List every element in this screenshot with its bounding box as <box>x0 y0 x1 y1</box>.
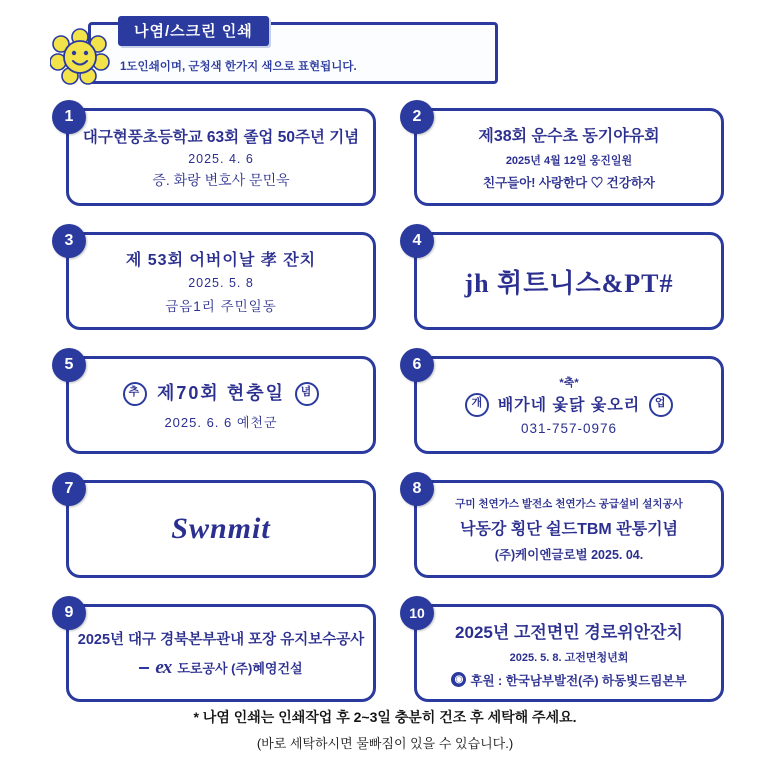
sample-row <box>52 472 724 578</box>
sample-line-1: 2025년 고전면민 경로위안잔치 <box>455 622 683 642</box>
sample-preview <box>66 108 376 206</box>
seal-left-icon: 개 <box>465 393 489 417</box>
sample-item-9[interactable] <box>52 596 376 702</box>
ex-logo: ex <box>155 656 172 678</box>
seal-left-icon: 추 <box>123 382 147 406</box>
sample-line-1 <box>462 392 675 418</box>
sample-item-10[interactable] <box>400 596 724 702</box>
sample-line-1: jh 휘트니스&PT# <box>464 268 674 298</box>
sample-number: 1 <box>52 100 86 134</box>
sample-preview <box>414 108 724 206</box>
sample-line-1: 구미 천연가스 발전소 천연가스 공급설비 설치공사 <box>455 497 683 510</box>
sample-line-2: 031-757-0976 <box>520 421 618 437</box>
sample-number: 7 <box>52 472 86 506</box>
sample-line-1: Swnmit <box>171 512 271 545</box>
sample-line-3: 친구들아! 사랑한다 ♡ 건강하자 <box>483 176 655 190</box>
header <box>28 22 498 84</box>
footer-note <box>0 707 770 752</box>
sample-preview <box>66 356 376 454</box>
sample-item-8[interactable] <box>400 472 724 578</box>
sample-item-5[interactable] <box>52 348 376 454</box>
sample-line-3: 증. 화랑 변호사 문민욱 <box>152 171 290 188</box>
sample-number: 5 <box>52 348 86 382</box>
sample-line-1-text: 배가네 옻닭 옻오리 <box>497 396 641 414</box>
sample-item-7[interactable] <box>52 472 376 578</box>
sample-line-3-text: 후원 : 한국남부발전(주) 하동빛드림본부 <box>470 673 687 688</box>
sample-preview <box>414 356 724 454</box>
sample-row <box>52 596 724 702</box>
sample-preview <box>414 480 724 578</box>
sample-line-1: 제 53회 어버이날 孝 잔치 <box>125 252 317 269</box>
sample-line-2: 낙동강 횡단 쉴드TBM 관통기념 <box>459 520 678 538</box>
header-subtitle: 1도인쇄이며, 군청색 한가지 색으로 표현됩니다. <box>120 61 357 73</box>
footer-line-2: (바로 세탁하시면 물빠짐이 있을 수 있습니다.) <box>256 736 514 751</box>
sample-number: 4 <box>400 224 434 258</box>
sample-number: 9 <box>52 596 86 630</box>
sample-item-4[interactable] <box>400 224 724 330</box>
sample-line-2: 2025년 4월 12일 웅진일원 <box>505 155 633 167</box>
sample-number: 2 <box>400 100 434 134</box>
sample-preview <box>66 232 376 330</box>
sample-line-1-text: 제70회 현충일 <box>157 382 285 403</box>
sample-number: 6 <box>400 348 434 382</box>
sample-line-2-text: 도로공사 (주)혜영건설 <box>177 661 303 676</box>
sample-row <box>52 224 724 330</box>
page-title: 나염/스크린 인쇄 <box>118 16 269 46</box>
sample-line-1 <box>120 379 322 406</box>
sponsor-logo-icon: ◉ <box>451 672 466 687</box>
sample-row <box>52 100 724 206</box>
flower-smiley-icon <box>50 28 110 86</box>
sample-line-1: 제38회 운수초 동기야유회 <box>478 128 660 145</box>
sample-line-3: (주)케이엔글로벌 2025. 04. <box>494 547 644 562</box>
sample-item-6[interactable] <box>400 348 724 454</box>
sample-preview <box>414 604 724 702</box>
sample-line-2: 2025. 5. 8. 고전면청년회 <box>509 651 629 664</box>
sample-line-2 <box>139 657 302 679</box>
sample-preview <box>414 232 724 330</box>
sample-preview <box>66 604 376 702</box>
sample-line-2: 2025. 4. 6 <box>188 151 254 166</box>
footer-line-1: * 나염 인쇄는 인쇄작업 후 2~3일 충분히 건조 후 세탁해 주세요. <box>193 709 577 725</box>
sample-preview <box>66 480 376 578</box>
seal-right-icon: 업 <box>649 393 673 417</box>
sample-item-3[interactable] <box>52 224 376 330</box>
sample-item-1[interactable] <box>52 100 376 206</box>
sample-row <box>52 348 724 454</box>
seal-right-icon: 념 <box>295 382 319 406</box>
sample-number: 8 <box>400 472 434 506</box>
sample-line-1: 대구현풍초등학교 63회 졸업 50주년 기념 <box>82 128 360 146</box>
sample-item-2[interactable] <box>400 100 724 206</box>
sample-number: 3 <box>52 224 86 258</box>
sample-line-3: 금음1리 주민일동 <box>165 299 277 314</box>
sample-line-0: *축* <box>559 376 579 389</box>
sample-number: 10 <box>400 596 434 630</box>
samples-grid <box>52 100 724 720</box>
sample-line-3 <box>451 671 686 689</box>
sample-line-2: 2025. 5. 8 <box>188 276 254 290</box>
dash-icon <box>139 667 149 669</box>
sample-line-1: 2025년 대구 경북본부관내 포장 유지보수공사 <box>77 631 365 648</box>
sample-line-2: 2025. 6. 6 예천군 <box>164 415 278 431</box>
